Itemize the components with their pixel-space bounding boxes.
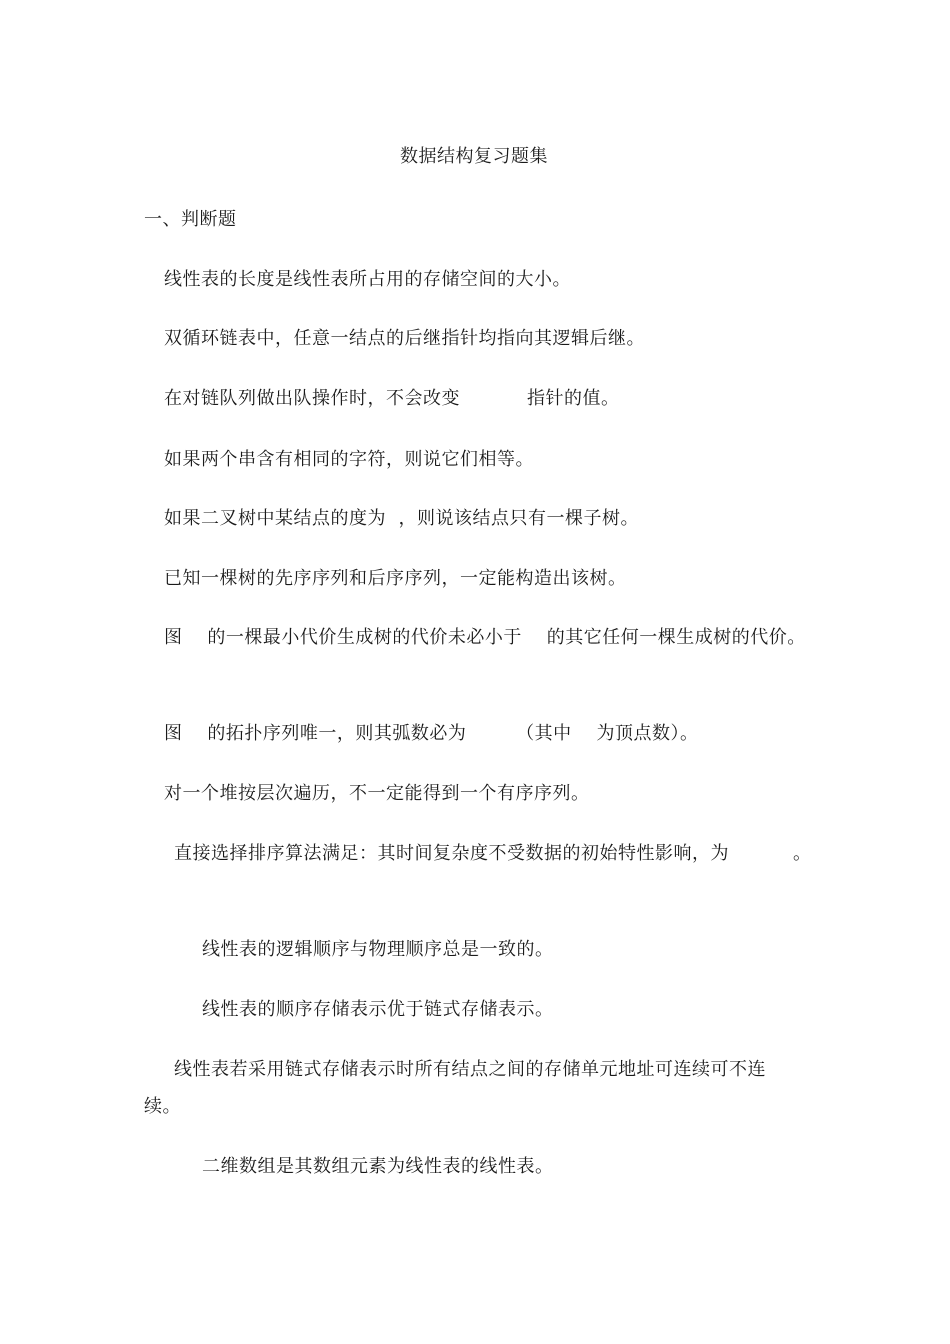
- question-item: 线性表的长度是线性表所占用的存储空间的大小。: [164, 269, 571, 290]
- question-item-wrap: 续。: [144, 1096, 181, 1117]
- question-item-end-mark: 。: [793, 843, 812, 864]
- question-item: 二维数组是其数组元素为线性表的线性表。: [202, 1156, 554, 1177]
- question-item: 如果二叉树中某结点的度为 ，则说该结点只有一棵子树。: [164, 508, 639, 529]
- question-item-continuation: 指针的值。: [527, 388, 620, 409]
- question-item: 图 的一棵最小代价生成树的代价未必小于 的其它任何一棵生成树的代价。: [164, 627, 806, 648]
- document-title: 数据结构复习题集: [400, 146, 548, 167]
- question-item: 图 的拓扑序列唯一，则其弧数必为 （其中 为顶点数）。: [164, 723, 699, 744]
- question-item: 直接选择排序算法满足：其时间复杂度不受数据的初始特性影响，为: [174, 843, 729, 864]
- question-item: 线性表的逻辑顺序与物理顺序总是一致的。: [202, 939, 554, 960]
- question-item: 如果两个串含有相同的字符，则说它们相等。: [164, 449, 534, 470]
- section-heading: 一、判断题: [144, 209, 237, 230]
- question-item: 双循环链表中，任意一结点的后继指针均指向其逻辑后继。: [164, 328, 645, 349]
- question-item: 对一个堆按层次遍历，不一定能得到一个有序序列。: [164, 783, 590, 804]
- question-item: 在对链队列做出队操作时，不会改变: [164, 388, 460, 409]
- question-item: 线性表若采用链式存储表示时所有结点之间的存储单元地址可连续可不连: [174, 1059, 766, 1080]
- question-item: 已知一棵树的先序序列和后序序列，一定能构造出该树。: [164, 568, 627, 589]
- question-item: 线性表的顺序存储表示优于链式存储表示。: [202, 999, 554, 1020]
